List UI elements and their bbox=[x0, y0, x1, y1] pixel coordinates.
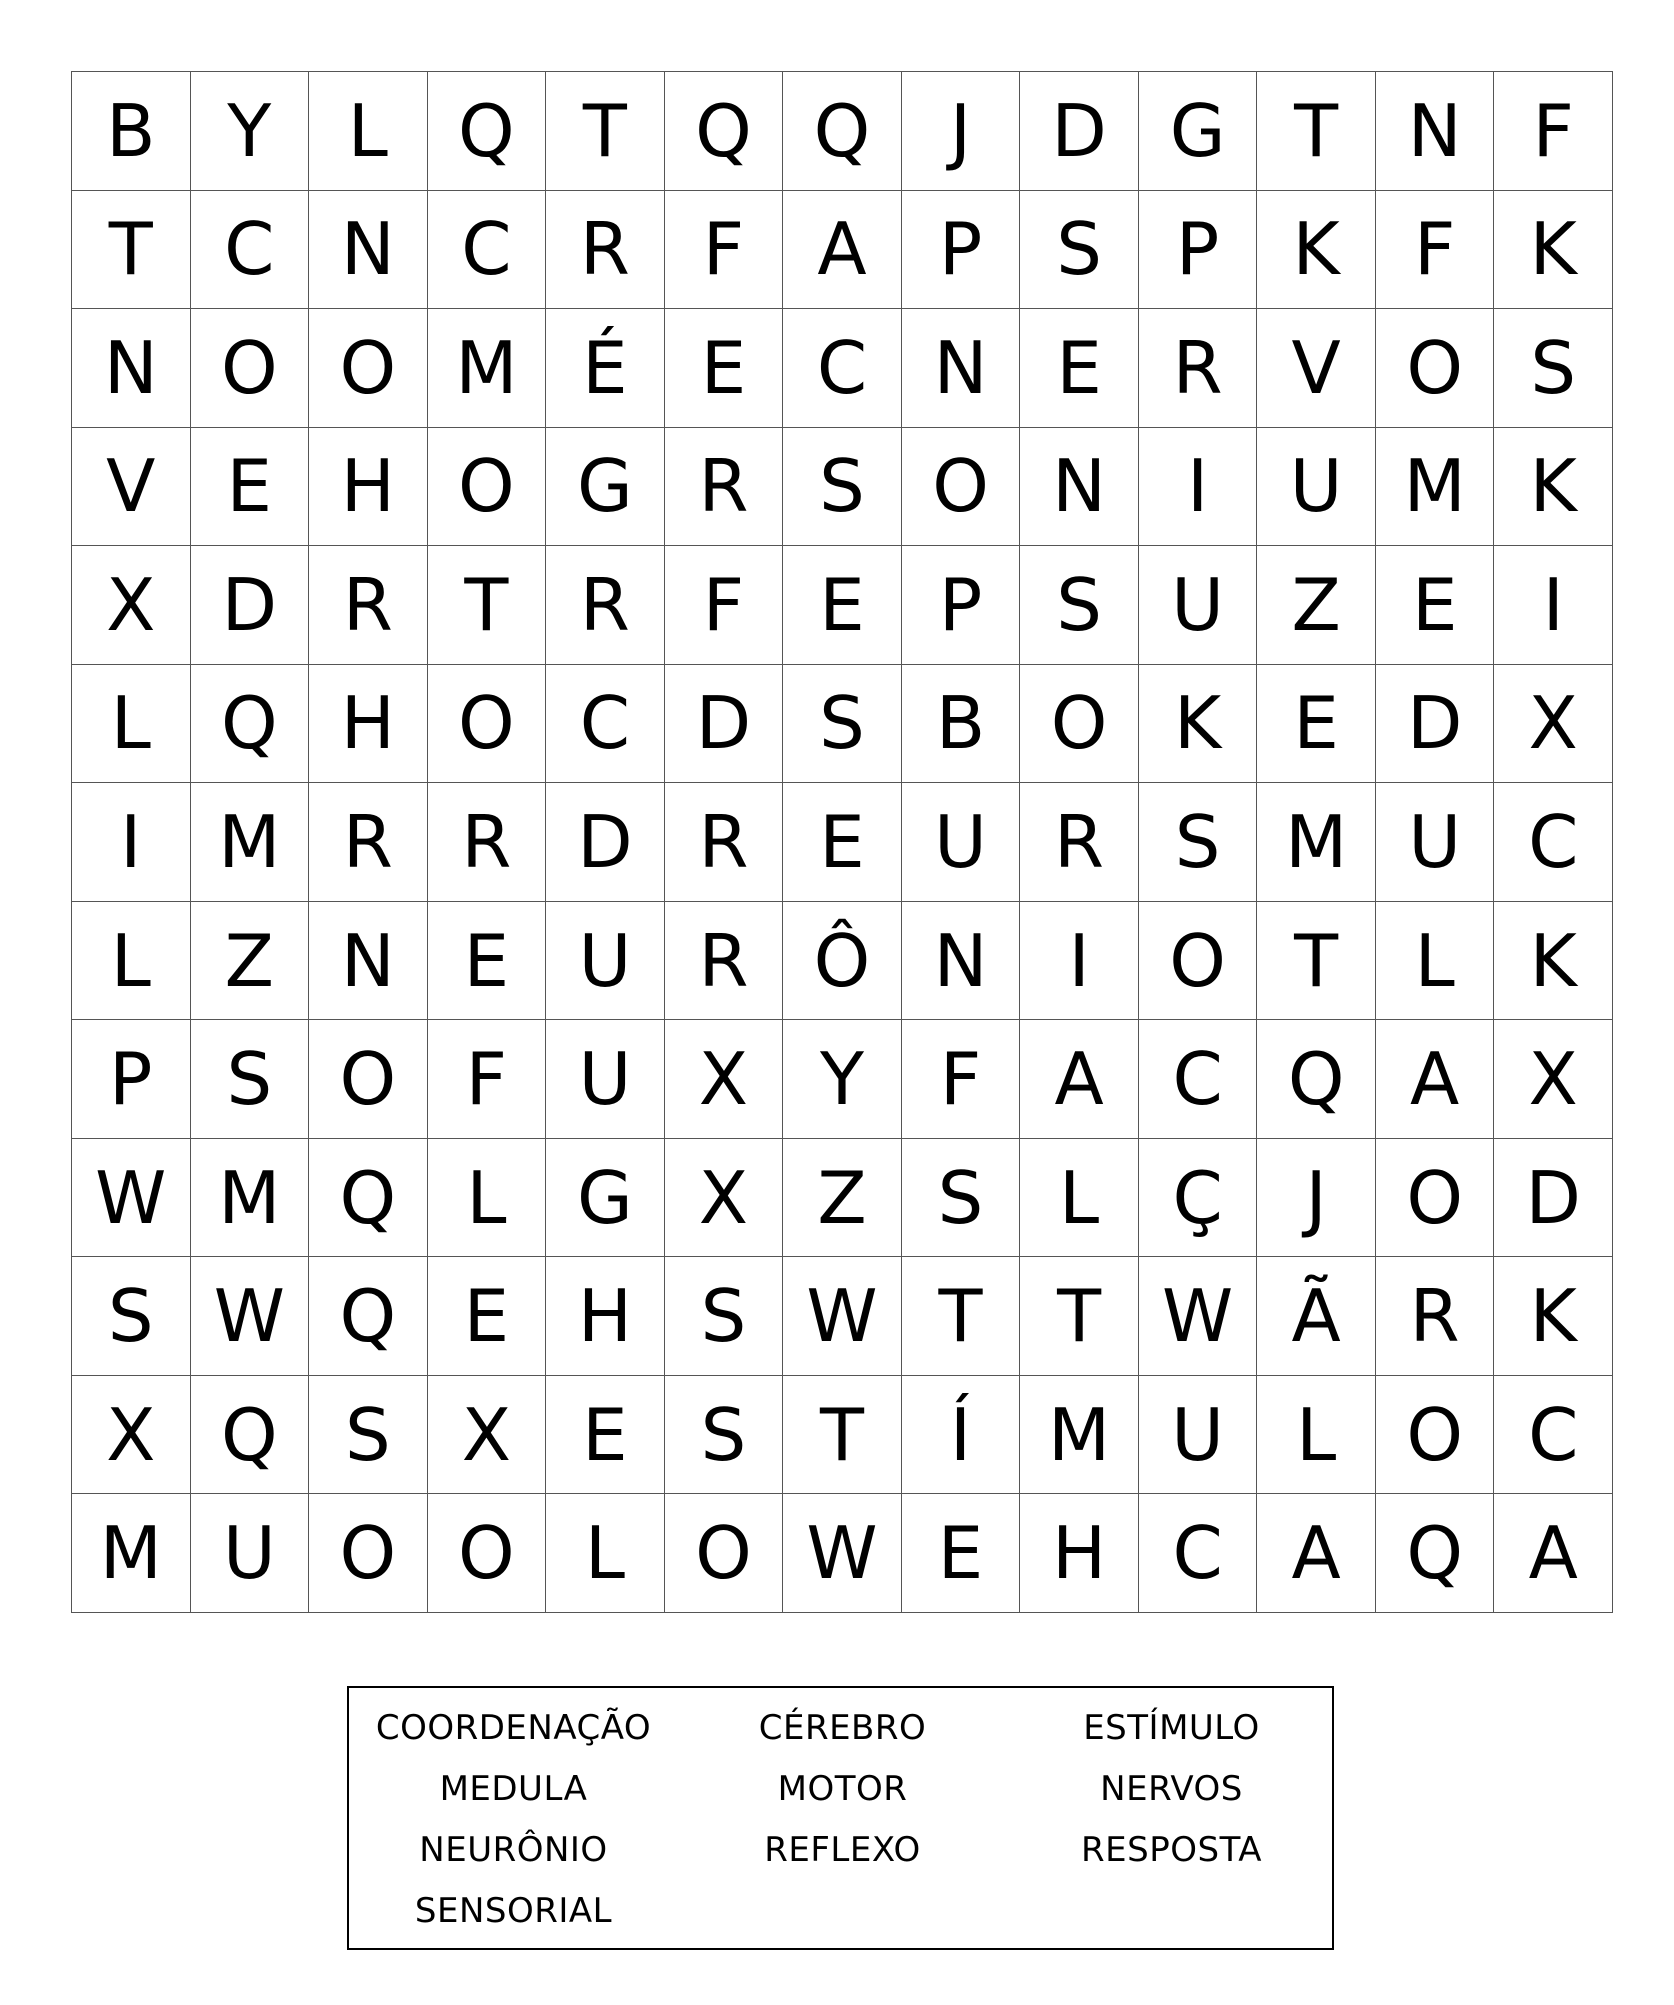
grid-cell[interactable]: M bbox=[428, 309, 547, 428]
grid-cell[interactable]: T bbox=[1257, 72, 1376, 191]
grid-cell[interactable]: R bbox=[1139, 309, 1258, 428]
grid-cell[interactable]: M bbox=[191, 783, 310, 902]
grid-cell[interactable]: Ã bbox=[1257, 1257, 1376, 1376]
grid-cell[interactable]: R bbox=[665, 783, 784, 902]
grid-cell[interactable]: L bbox=[72, 902, 191, 1021]
grid-cell[interactable]: H bbox=[309, 428, 428, 547]
grid-cell[interactable]: L bbox=[1376, 902, 1495, 1021]
grid-cell[interactable]: X bbox=[665, 1020, 784, 1139]
grid-cell[interactable]: S bbox=[783, 665, 902, 784]
grid-cell[interactable]: Z bbox=[191, 902, 310, 1021]
grid-cell[interactable]: E bbox=[783, 783, 902, 902]
grid-cell[interactable]: Y bbox=[191, 72, 310, 191]
grid-cell[interactable]: T bbox=[72, 191, 191, 310]
word-list bbox=[347, 1686, 1334, 1950]
grid-cell[interactable]: U bbox=[191, 1494, 310, 1613]
grid-cell[interactable]: J bbox=[1257, 1139, 1376, 1258]
grid-cell[interactable]: K bbox=[1257, 191, 1376, 310]
grid-cell[interactable]: O bbox=[309, 309, 428, 428]
grid-cell[interactable]: F bbox=[1494, 72, 1613, 191]
grid-cell[interactable]: N bbox=[1376, 72, 1495, 191]
grid-cell[interactable]: O bbox=[902, 428, 1021, 547]
grid-cell[interactable]: U bbox=[1139, 546, 1258, 665]
grid-cell[interactable]: W bbox=[783, 1257, 902, 1376]
word-list-item: CÉREBRO bbox=[758, 1708, 927, 1748]
grid-cell[interactable]: F bbox=[665, 191, 784, 310]
grid-cell[interactable]: S bbox=[1020, 546, 1139, 665]
grid-cell[interactable]: J bbox=[902, 72, 1021, 191]
grid-cell[interactable]: T bbox=[1020, 1257, 1139, 1376]
grid-cell[interactable]: O bbox=[665, 1494, 784, 1613]
grid-cell[interactable]: B bbox=[902, 665, 1021, 784]
grid-cell[interactable]: Ç bbox=[1139, 1139, 1258, 1258]
grid-cell[interactable]: U bbox=[1257, 428, 1376, 547]
grid-cell[interactable]: C bbox=[428, 191, 547, 310]
grid-cell[interactable]: Y bbox=[783, 1020, 902, 1139]
grid-cell[interactable]: I bbox=[1494, 546, 1613, 665]
grid-cell[interactable]: E bbox=[546, 1376, 665, 1495]
grid-cell[interactable]: Q bbox=[783, 72, 902, 191]
grid-cell[interactable]: S bbox=[72, 1257, 191, 1376]
grid-cell[interactable]: Z bbox=[783, 1139, 902, 1258]
word-list-item: MOTOR bbox=[777, 1769, 908, 1809]
grid-cell[interactable]: N bbox=[1020, 428, 1139, 547]
grid-cell[interactable]: P bbox=[902, 546, 1021, 665]
grid-cell[interactable]: C bbox=[783, 309, 902, 428]
grid-cell[interactable]: S bbox=[665, 1257, 784, 1376]
grid-cell[interactable]: M bbox=[191, 1139, 310, 1258]
grid-cell[interactable]: N bbox=[902, 309, 1021, 428]
grid-cell[interactable]: O bbox=[1376, 309, 1495, 428]
grid-cell[interactable]: G bbox=[1139, 72, 1258, 191]
grid-cell[interactable]: B bbox=[72, 72, 191, 191]
grid-cell[interactable]: W bbox=[72, 1139, 191, 1258]
grid-cell[interactable]: Q bbox=[309, 1139, 428, 1258]
grid-cell[interactable]: U bbox=[546, 1020, 665, 1139]
grid-cell[interactable]: Q bbox=[309, 1257, 428, 1376]
grid-cell[interactable]: U bbox=[902, 783, 1021, 902]
grid-cell[interactable]: L bbox=[1020, 1139, 1139, 1258]
grid-cell[interactable]: D bbox=[546, 783, 665, 902]
grid-cell[interactable]: Q bbox=[665, 72, 784, 191]
grid-cell[interactable]: D bbox=[1376, 665, 1495, 784]
grid-cell[interactable]: S bbox=[902, 1139, 1021, 1258]
grid-cell[interactable]: T bbox=[902, 1257, 1021, 1376]
grid-cell[interactable]: L bbox=[546, 1494, 665, 1613]
grid-cell[interactable]: Í bbox=[902, 1376, 1021, 1495]
grid-cell[interactable]: S bbox=[665, 1376, 784, 1495]
grid-cell[interactable]: X bbox=[72, 546, 191, 665]
grid-cell[interactable]: R bbox=[309, 546, 428, 665]
grid-cell[interactable]: C bbox=[1494, 783, 1613, 902]
grid-cell[interactable]: A bbox=[1376, 1020, 1495, 1139]
grid-cell[interactable]: M bbox=[1020, 1376, 1139, 1495]
grid-cell[interactable]: W bbox=[783, 1494, 902, 1613]
grid-cell[interactable]: D bbox=[191, 546, 310, 665]
grid-cell[interactable]: O bbox=[428, 665, 547, 784]
grid-cell[interactable]: R bbox=[546, 191, 665, 310]
grid-cell[interactable]: C bbox=[1139, 1020, 1258, 1139]
grid-cell[interactable]: L bbox=[428, 1139, 547, 1258]
grid-cell[interactable]: T bbox=[1257, 902, 1376, 1021]
grid-cell[interactable]: W bbox=[191, 1257, 310, 1376]
grid-cell[interactable]: M bbox=[1376, 428, 1495, 547]
grid-cell[interactable]: I bbox=[1020, 902, 1139, 1021]
grid-cell[interactable]: L bbox=[1257, 1376, 1376, 1495]
grid-cell[interactable]: E bbox=[191, 428, 310, 547]
grid-cell[interactable]: S bbox=[1494, 309, 1613, 428]
grid-cell[interactable]: K bbox=[1139, 665, 1258, 784]
grid-cell[interactable]: I bbox=[1139, 428, 1258, 547]
grid-cell[interactable]: M bbox=[1257, 783, 1376, 902]
grid-cell[interactable]: T bbox=[428, 546, 547, 665]
grid-cell[interactable]: U bbox=[1139, 1376, 1258, 1495]
grid-cell[interactable]: A bbox=[1020, 1020, 1139, 1139]
grid-cell[interactable]: R bbox=[1376, 1257, 1495, 1376]
grid-cell[interactable]: S bbox=[309, 1376, 428, 1495]
grid-cell[interactable]: Ô bbox=[783, 902, 902, 1021]
grid-cell[interactable]: U bbox=[546, 902, 665, 1021]
grid-cell[interactable]: E bbox=[1376, 546, 1495, 665]
grid-cell[interactable]: K bbox=[1494, 1257, 1613, 1376]
grid-cell[interactable]: Q bbox=[1376, 1494, 1495, 1613]
grid-cell[interactable]: E bbox=[665, 309, 784, 428]
grid-cell[interactable]: O bbox=[309, 1020, 428, 1139]
grid-cell[interactable]: A bbox=[783, 191, 902, 310]
grid-cell[interactable]: F bbox=[665, 546, 784, 665]
word-list-item: COORDENAÇÃO bbox=[375, 1708, 652, 1748]
grid-cell[interactable]: F bbox=[428, 1020, 547, 1139]
grid-cell[interactable]: O bbox=[191, 309, 310, 428]
word-list-item: NERVOS bbox=[1100, 1769, 1243, 1809]
grid-cell[interactable]: C bbox=[1139, 1494, 1258, 1613]
grid-cell[interactable]: D bbox=[665, 665, 784, 784]
grid-cell[interactable]: K bbox=[1494, 191, 1613, 310]
grid-cell[interactable]: H bbox=[546, 1257, 665, 1376]
grid-cell[interactable]: U bbox=[1376, 783, 1495, 902]
grid-cell[interactable]: H bbox=[309, 665, 428, 784]
grid-cell[interactable]: E bbox=[1020, 309, 1139, 428]
grid-cell[interactable]: C bbox=[1494, 1376, 1613, 1495]
grid-cell[interactable]: L bbox=[309, 72, 428, 191]
grid-cell[interactable]: R bbox=[428, 783, 547, 902]
grid-cell[interactable]: X bbox=[1494, 1020, 1613, 1139]
grid-cell[interactable]: O bbox=[1376, 1376, 1495, 1495]
grid-cell[interactable]: G bbox=[546, 428, 665, 547]
grid-cell[interactable]: Z bbox=[1257, 546, 1376, 665]
word-list-item: ESTÍMULO bbox=[1083, 1708, 1260, 1748]
word-list-item: RESPOSTA bbox=[1081, 1830, 1262, 1870]
grid-cell[interactable]: X bbox=[428, 1376, 547, 1495]
grid-cell[interactable]: P bbox=[1139, 191, 1258, 310]
grid-cell[interactable]: S bbox=[783, 428, 902, 547]
grid-cell[interactable]: O bbox=[428, 1494, 547, 1613]
grid-cell[interactable]: V bbox=[1257, 309, 1376, 428]
grid-cell[interactable]: O bbox=[1139, 902, 1258, 1021]
grid-cell[interactable]: R bbox=[1020, 783, 1139, 902]
grid-cell[interactable]: N bbox=[309, 902, 428, 1021]
grid-cell[interactable]: E bbox=[428, 1257, 547, 1376]
grid-cell[interactable]: E bbox=[783, 546, 902, 665]
grid-cell[interactable]: H bbox=[1020, 1494, 1139, 1613]
grid-cell[interactable]: É bbox=[546, 309, 665, 428]
grid-cell[interactable]: F bbox=[902, 1020, 1021, 1139]
grid-cell[interactable]: P bbox=[72, 1020, 191, 1139]
grid-cell[interactable]: D bbox=[1020, 72, 1139, 191]
grid-cell[interactable]: P bbox=[902, 191, 1021, 310]
word-list-item: MEDULA bbox=[439, 1769, 588, 1809]
grid-cell[interactable]: S bbox=[1139, 783, 1258, 902]
grid-cell[interactable]: A bbox=[1494, 1494, 1613, 1613]
grid-cell[interactable]: C bbox=[546, 665, 665, 784]
grid-cell[interactable]: Q bbox=[428, 72, 547, 191]
grid-cell[interactable]: R bbox=[309, 783, 428, 902]
grid-cell[interactable]: X bbox=[665, 1139, 784, 1258]
grid-cell[interactable]: K bbox=[1494, 902, 1613, 1021]
grid-cell[interactable]: I bbox=[72, 783, 191, 902]
grid-cell[interactable]: O bbox=[309, 1494, 428, 1613]
grid-cell[interactable]: L bbox=[72, 665, 191, 784]
grid-cell[interactable]: O bbox=[1376, 1139, 1495, 1258]
grid-cell[interactable]: K bbox=[1494, 428, 1613, 547]
grid-cell[interactable]: A bbox=[1257, 1494, 1376, 1613]
grid-cell[interactable]: O bbox=[428, 428, 547, 547]
grid-cell[interactable]: O bbox=[1020, 665, 1139, 784]
grid-cell[interactable]: S bbox=[191, 1020, 310, 1139]
letter-grid bbox=[71, 71, 1613, 1613]
grid-cell[interactable]: T bbox=[546, 72, 665, 191]
grid-cell[interactable]: R bbox=[546, 546, 665, 665]
grid-cell[interactable]: Q bbox=[191, 665, 310, 784]
grid-cell[interactable]: Q bbox=[1257, 1020, 1376, 1139]
grid-cell[interactable]: X bbox=[1494, 665, 1613, 784]
word-list-item: SENSORIAL bbox=[414, 1891, 613, 1931]
grid-cell[interactable]: F bbox=[1376, 191, 1495, 310]
grid-cell[interactable]: N bbox=[72, 309, 191, 428]
word-list-item: NEURÔNIO bbox=[419, 1830, 608, 1870]
grid-cell[interactable]: E bbox=[428, 902, 547, 1021]
grid-cell[interactable]: G bbox=[546, 1139, 665, 1258]
grid-cell[interactable]: X bbox=[72, 1376, 191, 1495]
grid-cell[interactable]: S bbox=[1020, 191, 1139, 310]
grid-cell[interactable]: E bbox=[1257, 665, 1376, 784]
word-list-item: REFLEXO bbox=[764, 1830, 921, 1870]
grid-cell[interactable]: C bbox=[191, 191, 310, 310]
grid-cell[interactable]: R bbox=[665, 902, 784, 1021]
grid-cell[interactable]: T bbox=[783, 1376, 902, 1495]
grid-cell[interactable]: D bbox=[1494, 1139, 1613, 1258]
grid-cell[interactable]: Q bbox=[191, 1376, 310, 1495]
grid-cell[interactable]: N bbox=[902, 902, 1021, 1021]
grid-cell[interactable]: M bbox=[72, 1494, 191, 1613]
grid-cell[interactable]: E bbox=[902, 1494, 1021, 1613]
grid-cell[interactable]: W bbox=[1139, 1257, 1258, 1376]
grid-cell[interactable]: V bbox=[72, 428, 191, 547]
grid-cell[interactable]: R bbox=[665, 428, 784, 547]
grid-cell[interactable]: N bbox=[309, 191, 428, 310]
